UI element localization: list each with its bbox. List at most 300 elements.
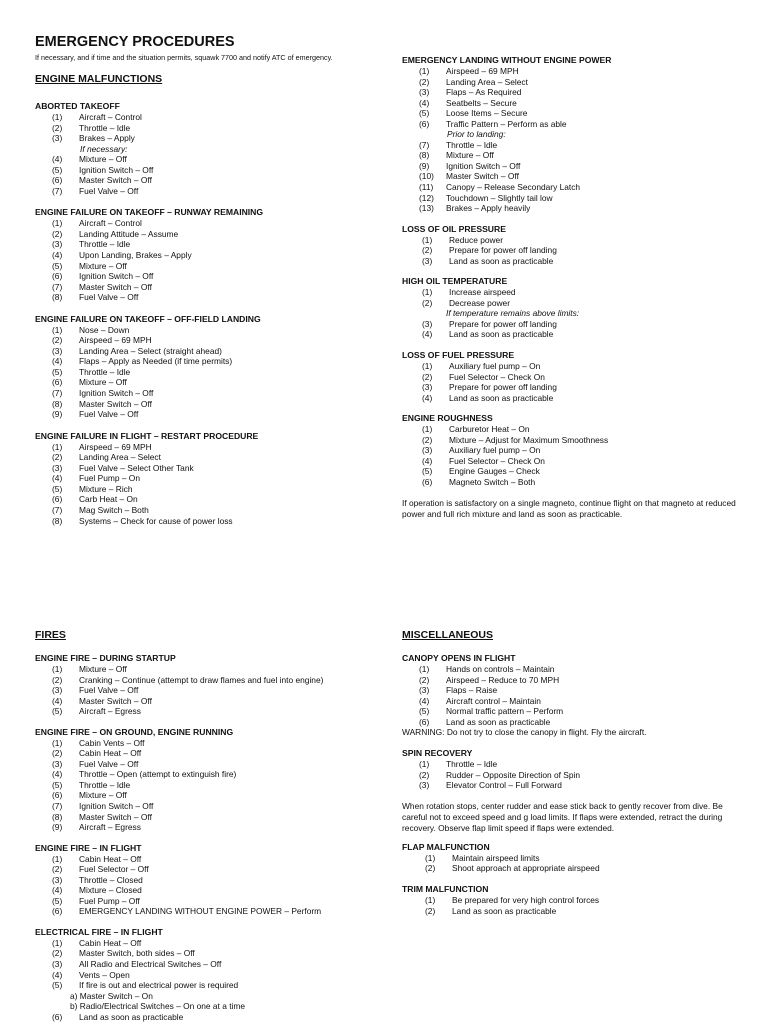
step-4	[35, 970, 395, 981]
step-number: (2)	[422, 371, 433, 382]
step-4	[402, 329, 762, 340]
step-number: (4)	[419, 695, 430, 706]
step-text: Aircraft – Control	[79, 218, 142, 229]
step-text: Master Switch – Off	[446, 171, 519, 182]
step-6	[35, 494, 395, 505]
step-3	[402, 780, 762, 791]
step-number: (3)	[52, 758, 63, 769]
step-2	[35, 229, 395, 240]
step-text: Fuel Selector – Off	[79, 864, 149, 875]
step-text: Vents – Open	[79, 969, 130, 980]
step-1	[35, 738, 395, 749]
step-3	[35, 875, 395, 886]
step-number: (1)	[52, 853, 63, 864]
step-4	[35, 250, 395, 261]
procedure-title: ENGINE ROUGHNESS	[402, 413, 493, 424]
step-number: (4)	[52, 969, 63, 980]
steps-list	[35, 664, 395, 717]
steps-list	[402, 895, 762, 916]
step-5	[35, 165, 395, 176]
step-number: (4)	[52, 885, 63, 896]
step-1	[35, 442, 395, 453]
step-number: (2)	[422, 245, 433, 256]
step-text: Magneto Switch – Both	[449, 476, 536, 487]
procedure-title: SPIN RECOVERY	[402, 748, 473, 759]
step-text: Master Switch – Off	[79, 695, 152, 706]
step-7	[402, 140, 762, 151]
step-number: (12)	[419, 192, 434, 203]
step-2	[35, 335, 395, 346]
step-4	[35, 769, 395, 780]
step-6	[35, 1012, 395, 1023]
steps-list	[35, 442, 395, 526]
step-4	[35, 356, 395, 367]
step-1	[35, 854, 395, 865]
step-number: (1)	[422, 287, 433, 298]
step-2	[402, 863, 762, 874]
step-6	[35, 906, 395, 917]
step-7	[35, 505, 395, 516]
step-text: Airspeed – 69 MPH	[446, 66, 519, 76]
step-number: (8)	[419, 150, 430, 161]
step-number: (1)	[52, 441, 63, 452]
step-2	[35, 948, 395, 959]
step-number: (1)	[419, 759, 430, 770]
step-text: Rudder – Opposite Direction of Spin	[446, 769, 581, 780]
step-5	[35, 896, 395, 907]
section-heading-miscellaneous: MISCELLANEOUS	[402, 629, 494, 641]
procedure-title: TRIM MALFUNCTION	[402, 884, 489, 895]
step-13	[402, 203, 762, 214]
step-text: Fuel Valve – Off	[79, 758, 139, 769]
step-number: (5)	[52, 260, 63, 271]
step-7	[35, 282, 395, 293]
step-text: Mag Switch – Both	[79, 504, 149, 515]
steps-list	[402, 235, 762, 267]
step-number: (6)	[52, 494, 63, 505]
step-6	[402, 119, 762, 130]
step-text: Throttle – Idle	[446, 139, 498, 150]
step-number: (3)	[422, 382, 433, 393]
step-number: (2)	[422, 434, 433, 445]
step-number: (1)	[419, 664, 430, 674]
steps-list	[35, 112, 395, 144]
step-6	[402, 717, 762, 728]
step-text: Canopy – Release Secondary Latch	[446, 182, 581, 193]
step-text: Flaps – Apply as Needed (if time permits)	[79, 356, 233, 367]
step-number: (8)	[52, 292, 63, 303]
step-text: Cabin Vents – Off	[79, 737, 145, 748]
procedure-title: ELECTRICAL FIRE – IN FLIGHT	[35, 926, 163, 937]
step-text: Prepare for power off landing	[449, 382, 557, 393]
step-2	[35, 864, 395, 875]
step-text: Touchdown – Slightly tail low	[446, 192, 553, 203]
step-number: (1)	[52, 112, 63, 122]
procedure-trim-malfunction	[402, 884, 762, 916]
step-text: Fuel Valve – Off	[79, 185, 139, 196]
step-5	[35, 261, 395, 272]
step-number: (4)	[422, 329, 433, 340]
step-number: (6)	[419, 118, 430, 129]
step-number: (10)	[419, 171, 434, 182]
step-text: Fuel Valve – Select Other Tank	[79, 462, 194, 473]
step-number: (2)	[52, 122, 63, 133]
procedure-engine-roughness	[402, 413, 762, 519]
step-11	[402, 182, 762, 193]
step-text: Landing Area – Select	[446, 76, 528, 87]
step-number: (1)	[422, 234, 433, 245]
step-number: (2)	[52, 228, 63, 239]
canopy-warning: WARNING: Do not try to close the canopy in flight. Fly the aircraft.	[402, 727, 647, 738]
step-6	[35, 175, 395, 186]
step-1	[35, 218, 395, 229]
step-number: (7)	[419, 139, 430, 150]
procedure-oil-pressure	[402, 224, 762, 267]
step-number: (4)	[52, 769, 63, 780]
step-8	[35, 399, 395, 410]
step-number: (2)	[419, 769, 430, 780]
procedure-title: ENGINE FAILURE ON TAKEOFF – OFF-FIELD LANDING	[35, 313, 261, 324]
step-text: Land as soon as practicable	[449, 392, 554, 403]
step-2	[35, 675, 395, 686]
step-3	[402, 319, 762, 330]
steps-list	[402, 361, 762, 403]
step-text: Throttle – Closed	[79, 874, 143, 885]
steps-list	[402, 140, 762, 214]
step-text: Fuel Pump – On	[79, 473, 140, 484]
step-text: Flaps – Raise	[446, 685, 498, 696]
sub-step: a) Master Switch – On	[70, 990, 153, 1001]
step-3	[35, 959, 395, 970]
step-1	[402, 235, 762, 246]
step-text: Mixture – Closed	[79, 885, 142, 896]
procedure-off-field-landing	[35, 314, 395, 420]
step-number: (3)	[52, 685, 63, 696]
step-number: (8)	[52, 811, 63, 822]
step-number: (3)	[422, 318, 433, 329]
step-number: (5)	[52, 483, 63, 494]
step-number: (2)	[52, 335, 63, 346]
step-text: Reduce power	[449, 234, 504, 245]
procedure-canopy-opens	[402, 653, 762, 738]
steps-list	[35, 325, 395, 420]
step-number: (1)	[419, 66, 430, 76]
step-3	[35, 133, 395, 144]
step-3	[35, 346, 395, 357]
step-text: Land as soon as practicable	[449, 329, 554, 340]
procedure-flap-malfunction	[402, 842, 762, 874]
step-10	[402, 171, 762, 182]
step-text: Flaps – As Required	[446, 87, 522, 98]
step-text: Fuel Valve – Off	[79, 685, 139, 696]
procedure-fire-in-flight	[35, 843, 395, 917]
procedure-title: ENGINE FIRE – IN FLIGHT	[35, 842, 142, 853]
step-text: Mixture – Rich	[79, 483, 133, 494]
step-5	[35, 367, 395, 378]
step-5	[35, 980, 395, 991]
step-number: (2)	[419, 76, 430, 87]
step-text: Master Switch – Off	[79, 281, 152, 292]
step-text: Fuel Selector – Check On	[449, 371, 545, 382]
spin-paragraph: When rotation stops, center rudder and ease stick back to gently recover from dive. Be careful not to exceed speed and g load limits. If flaps were extended, retract the during recovery. Observe flap limit speed if flaps were extended.	[402, 800, 723, 833]
procedure-restart	[35, 431, 395, 526]
step-7	[35, 388, 395, 399]
step-number: (3)	[419, 780, 430, 791]
step-number: (4)	[422, 392, 433, 403]
step-text: EMERGENCY LANDING WITHOUT ENGINE POWER – Perform	[79, 906, 322, 917]
step-number: (5)	[52, 706, 63, 717]
procedure-fuel-pressure	[402, 350, 762, 403]
step-6	[402, 477, 762, 488]
step-number: (3)	[52, 959, 63, 970]
step-1	[402, 66, 762, 77]
step-number: (7)	[52, 801, 63, 812]
step-number: (5)	[419, 108, 430, 119]
step-text: Fuel Valve – Off	[79, 292, 139, 303]
step-text: Fuel Selector – Check On	[449, 455, 545, 466]
step-text: Ignition Switch – Off	[79, 388, 154, 399]
step-text: Elevator Control – Full Forward	[446, 780, 562, 791]
step-9	[35, 822, 395, 833]
step-2	[402, 298, 762, 309]
step-number: (1)	[425, 895, 436, 906]
step-2	[402, 906, 762, 917]
step-number: (2)	[52, 674, 63, 685]
step-number: (6)	[52, 377, 63, 388]
step-number: (5)	[52, 980, 63, 991]
step-text: Hands on controls – Maintain	[446, 664, 555, 674]
step-text: Auxiliary fuel pump – On	[449, 445, 541, 456]
procedure-runway-remaining	[35, 207, 395, 302]
roughness-paragraph: If operation is satisfactory on a single magneto, continue flight on that magneto at reduced power and full rich mixture and land as soon as practicable.	[402, 497, 736, 519]
step-1	[402, 361, 762, 372]
step-number: (6)	[52, 271, 63, 282]
step-number: (3)	[419, 685, 430, 696]
page-title: EMERGENCY PROCEDURES	[35, 34, 235, 50]
step-number: (3)	[52, 133, 63, 144]
step-text: Shoot approach at appropriate airspeed	[452, 863, 600, 874]
procedure-fire-ground-running	[35, 727, 395, 833]
step-text: Throttle – Idle	[79, 239, 131, 250]
section-heading-fires: FIRES	[35, 629, 66, 641]
step-text: Carburetor Heat – On	[449, 424, 530, 435]
step-text: Master Switch, both sides – Off	[79, 948, 195, 959]
left-column-top	[35, 34, 395, 526]
step-number: (2)	[52, 748, 63, 759]
step-number: (8)	[52, 515, 63, 526]
step-2	[402, 770, 762, 781]
step-5	[402, 706, 762, 717]
step-3	[35, 239, 395, 250]
step-text: Throttle – Idle	[79, 366, 131, 377]
step-2	[35, 123, 395, 134]
step-text: Throttle – Idle	[79, 779, 131, 790]
step-number: (4)	[52, 154, 63, 165]
step-4	[35, 696, 395, 707]
step-text: Land as soon as practicable	[446, 716, 551, 727]
step-number: (7)	[52, 388, 63, 399]
step-text: Mixture – Off	[79, 664, 127, 674]
step-2	[402, 435, 762, 446]
step-text: If fire is out and electrical power is required	[79, 980, 239, 991]
step-text: Cranking – Continue (attempt to draw flames and fuel into engine)	[79, 674, 324, 685]
step-number: (5)	[422, 466, 433, 477]
step-number: (4)	[52, 695, 63, 706]
step-number: (3)	[52, 874, 63, 885]
step-text: Brakes – Apply heavily	[446, 203, 531, 214]
step-2	[402, 77, 762, 88]
step-number: (6)	[52, 906, 63, 917]
step-number: (1)	[52, 664, 63, 674]
step-number: (6)	[422, 476, 433, 487]
step-text: Mixture – Off	[79, 790, 127, 801]
step-number: (5)	[419, 706, 430, 717]
step-text: Aircraft – Egress	[79, 706, 141, 717]
step-text: Throttle – Idle	[446, 759, 498, 770]
step-3	[402, 382, 762, 393]
step-text: Master Switch – Off	[79, 398, 152, 409]
step-text: Cabin Heat – Off	[79, 748, 142, 759]
step-1	[402, 287, 762, 298]
step-number: (3)	[419, 87, 430, 98]
step-text: Engine Gauges – Check	[449, 466, 540, 477]
step-number: (9)	[52, 822, 63, 833]
procedure-title: ENGINE FIRE – ON GROUND, ENGINE RUNNING	[35, 726, 234, 737]
step-text: Mixture – Adjust for Maximum Smoothness	[449, 434, 609, 445]
step-3	[35, 463, 395, 474]
procedure-title: LOSS OF FUEL PRESSURE	[402, 350, 515, 361]
step-8	[402, 150, 762, 161]
step-text: Landing Area – Select	[79, 452, 161, 463]
step-text: Be prepared for very high control forces	[452, 895, 600, 906]
step-text: Master Switch – Off	[79, 175, 152, 186]
step-text: Aircraft – Control	[79, 112, 142, 122]
step-number: (6)	[419, 716, 430, 727]
left-column-bottom	[35, 629, 395, 1022]
step-1	[402, 664, 762, 675]
step-text: Traffic Pattern – Perform as able	[446, 118, 567, 129]
step-7	[35, 801, 395, 812]
steps-list	[35, 938, 395, 991]
step-number: (6)	[52, 175, 63, 186]
step-number: (9)	[419, 160, 430, 171]
step-text: Cabin Heat – Off	[79, 937, 142, 948]
procedure-note: If temperature remains above limits:	[446, 308, 580, 319]
procedure-electrical-fire	[35, 927, 395, 1022]
step-text: Mixture – Off	[79, 260, 127, 271]
step-number: (4)	[52, 473, 63, 484]
step-7	[35, 186, 395, 197]
step-number: (7)	[52, 281, 63, 292]
procedure-fire-startup	[35, 653, 395, 717]
step-2	[402, 372, 762, 383]
step-text: Mixture – Off	[446, 150, 494, 161]
step-text: Mixture – Off	[79, 154, 127, 165]
step-number: (1)	[422, 361, 433, 372]
step-3	[402, 685, 762, 696]
step-number: (6)	[52, 1011, 63, 1022]
step-3	[35, 685, 395, 696]
steps-list	[35, 738, 395, 833]
step-9	[35, 409, 395, 420]
step-text: Brakes – Apply	[79, 133, 135, 144]
procedure-title: ENGINE FAILURE IN FLIGHT – RESTART PROCEDURE	[35, 430, 259, 441]
step-1	[35, 664, 395, 675]
steps-list	[402, 759, 762, 791]
step-number: (7)	[52, 504, 63, 515]
procedure-title: FLAP MALFUNCTION	[402, 841, 490, 852]
step-5	[35, 484, 395, 495]
step-number: (8)	[52, 398, 63, 409]
step-2	[402, 245, 762, 256]
steps-list	[35, 154, 395, 196]
step-8	[35, 292, 395, 303]
step-number: (1)	[425, 852, 436, 863]
step-number: (1)	[52, 218, 63, 229]
step-text: Land as soon as practicable	[452, 905, 557, 916]
step-3	[402, 445, 762, 456]
step-6	[35, 377, 395, 388]
step-number: (2)	[419, 674, 430, 685]
step-text: Ignition Switch – Off	[446, 160, 521, 171]
step-text: Throttle – Idle	[79, 122, 131, 133]
step-text: Increase airspeed	[449, 287, 516, 298]
step-number: (4)	[52, 250, 63, 261]
steps-list	[402, 319, 762, 340]
procedure-title: EMERGENCY LANDING WITHOUT ENGINE POWER	[402, 55, 612, 65]
step-4	[402, 393, 762, 404]
step-number: (2)	[52, 864, 63, 875]
step-1	[35, 938, 395, 949]
step-text: Loose Items – Secure	[446, 108, 528, 119]
step-text: Aircraft control – Maintain	[446, 695, 541, 706]
step-number: (4)	[419, 97, 430, 108]
step-2	[402, 675, 762, 686]
step-5	[35, 780, 395, 791]
step-text: Ignition Switch – Off	[79, 801, 154, 812]
step-1	[35, 112, 395, 123]
step-number: (2)	[425, 863, 436, 874]
steps-list	[402, 287, 762, 308]
step-text: Carb Heat – On	[79, 494, 138, 505]
step-4	[35, 154, 395, 165]
step-5	[402, 466, 762, 477]
step-6	[35, 790, 395, 801]
step-text: Landing Attitude – Assume	[79, 228, 179, 239]
step-text: Cabin Heat – Off	[79, 853, 142, 864]
step-text: Fuel Valve – Off	[79, 409, 139, 420]
step-text: Land as soon as practicable	[79, 1011, 184, 1022]
step-number: (3)	[52, 462, 63, 473]
step-12	[402, 193, 762, 204]
step-3	[402, 87, 762, 98]
step-number: (2)	[52, 452, 63, 463]
step-1	[402, 895, 762, 906]
step-number: (7)	[52, 185, 63, 196]
step-text: Prepare for power off landing	[449, 245, 557, 256]
sub-step: b) Radio/Electrical Switches – On one at a time	[70, 1001, 246, 1012]
step-number: (2)	[425, 905, 436, 916]
step-text: Normal traffic pattern – Perform	[446, 706, 564, 717]
procedure-note: Prior to landing:	[447, 129, 506, 140]
step-1	[35, 325, 395, 336]
step-text: Prepare for power off landing	[449, 318, 557, 329]
step-1	[402, 424, 762, 435]
step-number: (6)	[52, 790, 63, 801]
step-number: (5)	[52, 779, 63, 790]
right-column-bottom	[402, 629, 762, 916]
step-number: (5)	[52, 164, 63, 175]
